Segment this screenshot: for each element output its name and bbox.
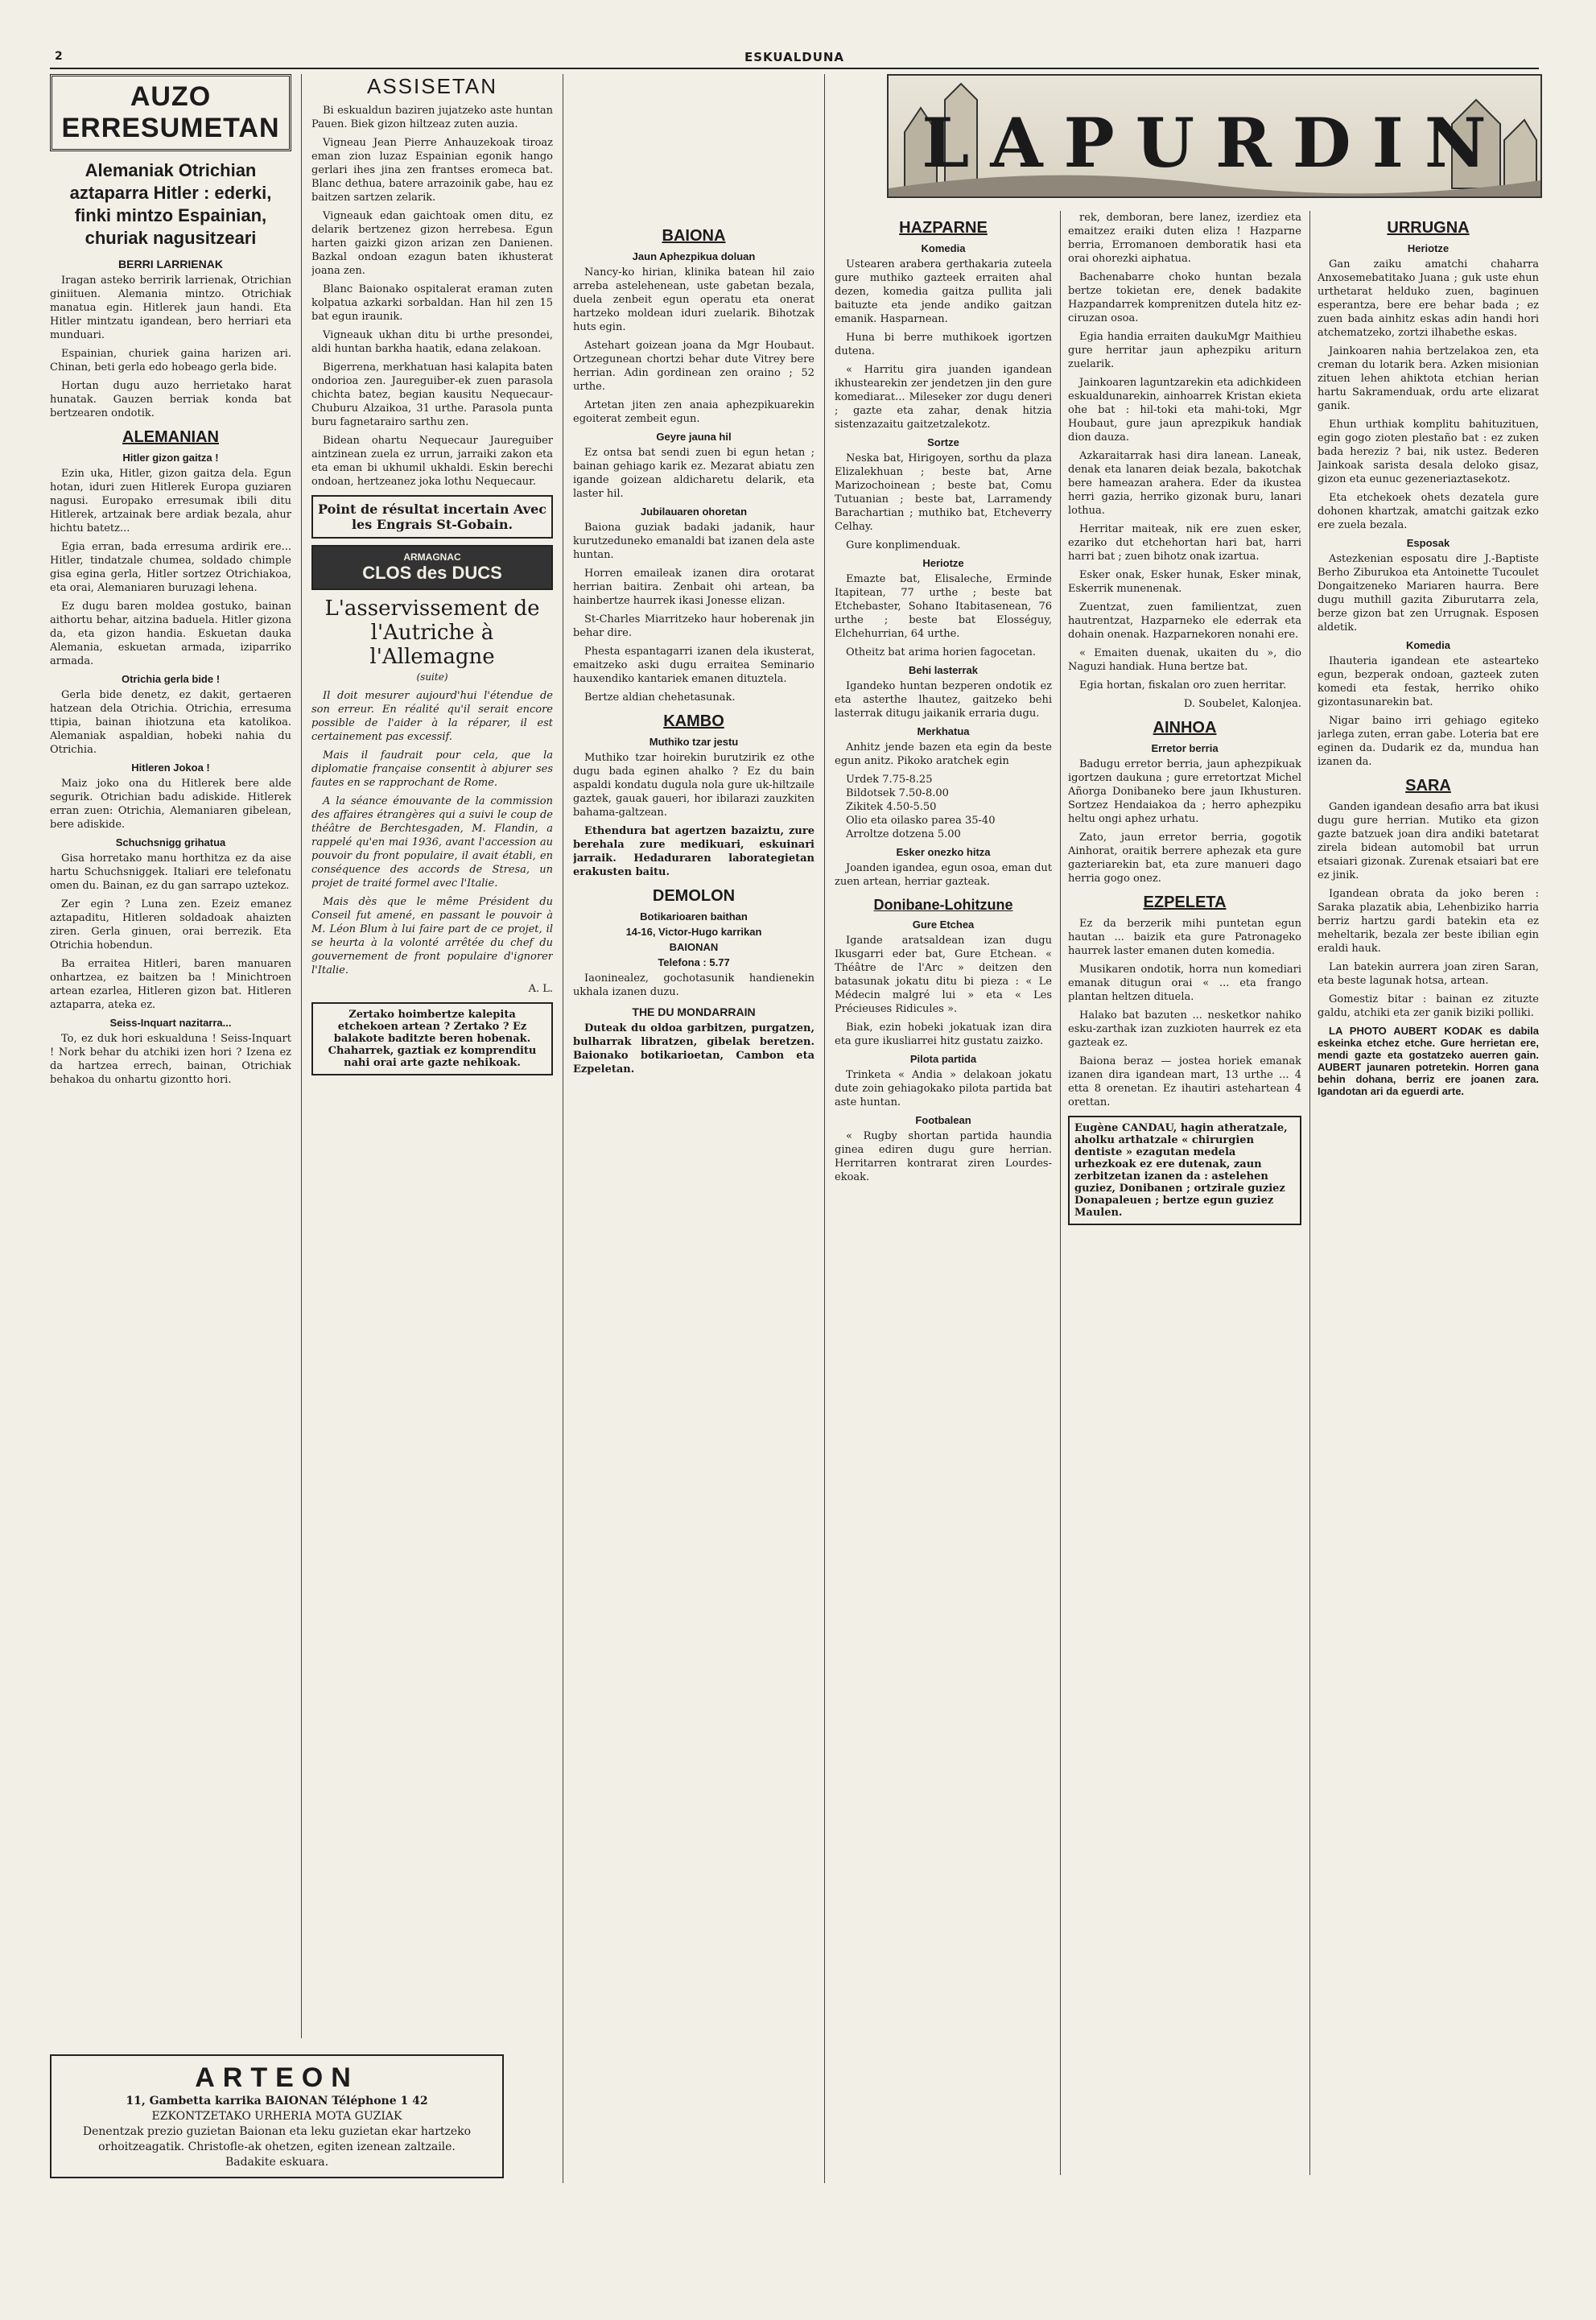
subhead: Gure Etchea (912, 919, 975, 931)
headline: Alemaniak Otrichian aztaparra Hitler : ederki, finki mintzo Espainian, churiak nagusitzeari (69, 160, 272, 248)
signature: D. Soubelet, Kalonjea. (1183, 698, 1301, 710)
paragraph: Ez ontsa bat sendi zuen bi egun hetan ; bainan gehiago karik ez. Mezarat abiatu zen igande goizean aldicharetu delarik, eta laster hil. (573, 447, 814, 500)
dentist-ad: Eugène CANDAU, hagin atheratzale, aholku arthatzale « chirurgien dentiste » ezagutan medela urhezkoak ez ere dutenak, zaun zerbitzetan izanen da : astelehen guziez, Donibanen ; ortzirale guziez Donapaleuen ; bertze egun guziez Maulen. (1068, 1116, 1301, 1225)
paragraph: Gure konplimenduak. (846, 539, 961, 551)
paragraph: Gerla bide denetz, ez dakit, gertaeren hatzean dela Otrichia. Otrichia, erresuma ttipia, bainan ihiotzuna eta katolikoa. Alemaniak aspaldian, hobeki nahia du Otrichia. (50, 689, 291, 756)
paragraph: Gomestiz bitar : bainan ez zituzte galdu, atchiki eta zer ganik biziki polliki. (1318, 993, 1539, 1019)
paragraph: Vigneauk edan gaichtoak omen ditu, ez delarik bertzenez gizon herrebesa. Egun harten gaizki gizon arizan zen Danienen. Bazkal ondoan ezagun baten ikhusterat joana zen. (311, 210, 553, 277)
paragraph: Igande aratsaldean izan dugu Ikusgarri eder bat, Gure Etchean. « Théâtre de l'Arc » deitzen den batasunak jokatu ditu bi pieza : « Le Médecin malgré lui » eta « Les Précieuses Ridicules ». (835, 935, 1052, 1015)
subhead: Pilota partida (909, 1053, 977, 1065)
paragraph: Ba erraitea Hitleri, baren manuaren onhartzea, ez baitzen ba ! Minichtroen artean ezarlea, Hitleren gizon bat. Hitleren aztaparra, ateka ez. (50, 958, 291, 1011)
ad-line: Denentzak prezio guzietan Baionan eta leku guzietan ekar hartzeko orhoitzeagatik. Christofle-ak ohetzen, egiten izenean zaltzaile. (82, 2125, 472, 2153)
paragraph: Horren emaileak izanen dira orotarat herrian baitira. Zenbait ohi artean, ba hainbertze haurrek ikasi Jonesse elizan. (573, 568, 814, 607)
paragraph: Ez dugu baren moldea gostuko, bainan aithortu behar, aitzina baduela. Hitler gizona da, eta gizon handia. Eskuetan dauka Alemania, eskuetan armada, iziparriko armada. (50, 601, 291, 667)
paragraph: Il doit mesurer aujourd'hui l'étendue de son erreur. En réalité qu'il serait encore possible de l'aider à la réparer, il est certainement pas excessif. (311, 690, 553, 743)
paragraph: To, ez duk hori eskualduna ! Seiss-Inquart ! Nork behar du atchiki izen hori ? Izena ez da hartzea errech, bainan, Otrichiak behakoa du onhartu gizontto hori. (50, 1033, 291, 1086)
paragraph: Anhitz jende bazen eta egin da beste egun anitz. Pikoko aratchek egin (835, 741, 1052, 767)
paragraph: Bidean ohartu Nequecaur Jaureguiber aintzinean zuela ez urrun, jarraiki zakon eta eta eman bi ukhumil ukhaldi. Eskin berechi ondoan, hertzeanez joka lothu Nequecaur. (311, 435, 553, 488)
subhead: Jubilauaren ohoretan (640, 506, 748, 518)
page-header (50, 50, 1539, 69)
lapurdin-banner (887, 74, 1542, 198)
subhead: Hitleren Jokoa ! (131, 762, 210, 774)
subhead: Merkhatua (917, 725, 970, 737)
paragraph: Iragan asteko berririk larrienak, Otrichian giniituen. Alemania mintzo. Otrichiak manatua egin. Hitlerek jaun handi. Eta Hitler mintzatu igandean, bero herriari eta munduari. (50, 275, 291, 341)
paragraph: Blanc Baionako ospitalerat eraman zuten kolpatua azkarki sorbaldan. Han hil zen 15 bat egun iraunik. (311, 283, 553, 323)
paragraph: A la séance émouvante de la commission des affaires étrangères qui a suivi le coup de théâtre de Berchtesgaden, M. Flandin, a rappelé qu'en mai 1936, avant l'accession au pouvoir du front populaire, il avait établi, en conséquence des accords de Stresa, un projet de traité formel avec l'Italie. (311, 795, 553, 890)
paragraph: Badugu erretor berria, jaun aphezpikuak igortzen daukuna ; gure erretortzat Michel Añorga Donibaneko bere jaun Ikhusturen. Sortzez Hendaiakoa da ; herro aphezpiku heltu ongi aphez urhatu. (1068, 758, 1301, 825)
newspaper-name: ESKUALDUNA (744, 50, 845, 64)
ad-line: 14-16, Victor-Hugo karrikan (625, 926, 762, 938)
column-rule (1060, 211, 1061, 2175)
paragraph: Egia hortan, fiskalan oro zuen herritar. (1079, 679, 1287, 691)
section-heading: HAZPARNE (899, 219, 988, 237)
ad-address: 11, Gambetta karrika BAIONAN Téléphone 1 42 (126, 2095, 428, 2107)
article-subtitle: (suite) (416, 671, 448, 683)
paragraph: Muthiko tzar hoirekin burutzirik ez othe dugu bada eginen ahalko ? Ez du bain aspaldi kondatu dugula nola gure uk-hiltzaile gaztek, gauak gaueri, hor ibilarazi zauzkiten bahama-galtzean. (573, 752, 814, 819)
column-rule (301, 74, 302, 2038)
section-title: AUZO ERRESUMETAN (50, 74, 291, 151)
ad-line: BAIONAN (669, 941, 719, 953)
subhead: Behi lasterrak (909, 664, 978, 676)
subhead: Hitler gizon gaitza ! (122, 452, 219, 464)
subhead: Sortze (927, 436, 959, 448)
paragraph: rek, demboran, bere lanez, izerdiez eta emaitzez eraiki duten eliza ! Hazparne berria, Erromanoen demboratik hasi eta orai ohorezki aiphatua. (1068, 212, 1301, 265)
paragraph: Zato, jaun erretor berria, gogotik Ainhorat, oraitik berrere aphezak eta gure gazteriarekin bat, eta zure manueri dago herria gogo onez. (1068, 832, 1301, 885)
subhead: Jaun Aphezpikua doluan (632, 250, 756, 262)
subhead: Footbalean (915, 1114, 971, 1126)
paragraph: Gisa horretako manu horthitza ez da aise hartu Schuchsniggek. Italiari ere telefonatu omen du. Bainan, ez du gan sarrapo uztekoz. (50, 852, 291, 892)
paragraph: Esker onak, Esker hunak, Esker minak, Eskerrik munenenak. (1068, 569, 1301, 595)
paragraph: Astezkenian esposatu dire J.-Baptiste Berho Ziburukoa eta Antoinette Tucoulet Dongaitzeneko Mariaren haurra. Bere dugu muthill gazita Ziburutarra zela, berze gizon bat zen Urrugnak. Esposen aldetik. (1318, 553, 1539, 634)
subhead: Schuchsnigg grihatua (115, 836, 226, 848)
ad-line: Telefona : 5.77 (658, 956, 730, 968)
paragraph: Egia handia erraiten daukuMgr Maithieu gure herritar jaun aphezpiku ariturn zuelarik. (1068, 331, 1301, 370)
paragraph: Otheitz bat arima horien fagocetan. (846, 646, 1037, 658)
paragraph: Gan zaiku amatchi chaharra Anxosemebatitako Juana ; guk uste ehun urthetarat helduko zuen, baginuen esperantza, bere ere behar bada ; ez zuen bada ainhitz eskas adin handi hori atchematzeko, zortzi ilhabethe eskas. (1318, 258, 1539, 339)
paragraph: Hortan dugu auzo herrietako harat hunatak. Gauzen berriak konda bat bertzearen ondotik. (50, 380, 291, 419)
banner-title: LAPURDIN (922, 103, 1507, 183)
paragraph: Ganden igandean desafio arra bat ikusi dugu gure herrian. Mutiko eta gizon gazte batzuek joan dira andiki batetarat zirela bidean automobil bat urrun etsaiari gizonak. Zurenak etsaiari bat ere ez jinik. (1318, 801, 1539, 881)
section-heading: ALEMANIAN (122, 428, 219, 446)
column-rule (1309, 211, 1310, 2175)
subhead: Heriotze (1407, 242, 1450, 254)
paragraph: Maiz joko ona du Hitlerek bere alde segurik. Otrichian badu adiskide. Hitlerek erran zuen: Otrichia, Alemaniaren gibelean, bere adiskide. (50, 778, 291, 831)
ad-brand: ARTEON (195, 2062, 359, 2093)
price-row: Olio eta oilasko parea 35-40 (846, 815, 996, 827)
subhead: Esposak (1406, 537, 1450, 549)
paragraph: Ethendura bat agertzen bazaiztu, zure berehala zure medikuari, eskuinari jarraik. Hedaduraren laborategietan erakusten baitu. (573, 825, 814, 878)
paragraph: Espainian, churiek gaina harizen ari. Chinan, beti gerla edo hobeago gerla bide. (50, 348, 291, 374)
paragraph: Musikaren ondotik, horra nun komediari emanak ditugun orai « ... eta frango plantan heltzen dituela. (1068, 964, 1301, 1003)
section-title: ASSISETAN (366, 74, 497, 98)
subhead: Komedia (1406, 639, 1450, 651)
subhead: Komedia (921, 242, 966, 254)
paragraph: Baiona beraz — jostea horiek emanak izanen dira igandean mart, 13 urthe ... 4 etta 8 orenetan. Ez ihautiri astehartean 4 orettan. (1068, 1055, 1301, 1108)
section-heading: URRUGNA (1387, 219, 1470, 237)
paragraph: Vigneau Jean Pierre Anhauzekoak tiroaz eman zion luzaz Espainian egonik hango gerlari ihes jina zen frantses eromeca bat. Blanc dethua, batere arrazoinik gabe, hau ez baitzen sartzen zelarik. (311, 137, 553, 204)
paragraph: Egia erran, bada erresuma ardirik ere... Hitler, tindatzale chumea, soldado chimple gisa egina gerla, Hitler sortzez Otrichiakoa, eta orai, Alemaniaren buruzagi lehena. (50, 541, 291, 594)
paragraph: Ehun urthiak komplitu bahituzituen, egin gogo zioten plestaño bat : ez zuken bada hereziz ? bai, nik ustez. Bederen Jainkoak sarista desala deloko gisaz, gizon eta eunuc gezeneriaztasekotz. (1318, 419, 1539, 485)
section-heading: BAIONA (662, 227, 726, 245)
paragraph: « Emaiten duenak, ukaiten du », dio Naguzi handiak. Huna bertze bat. (1068, 647, 1301, 673)
price-row: Arroltze dotzena 5.00 (846, 828, 961, 840)
column-hazparne (835, 211, 1052, 2320)
paragraph: Bachenabarre choko huntan bezala bertze tokietan ere, denek badakite Hazpandarrek komprenitzen dutela hitz ez- ciruzan osoa. (1068, 271, 1301, 324)
paragraph: Nigar baino irri gehiago egiteko jarlega zuten, erran gabe. Loteria bat ere eginen da. Dudarik ez da, mundua han izanen da. (1318, 715, 1539, 768)
price-row: Bildotsek 7.50-8.00 (846, 787, 949, 799)
subhead: BERRI LARRIENAK (118, 258, 223, 270)
column-assisetan (311, 74, 553, 2183)
column-baiona (573, 74, 814, 2183)
paragraph: Neska bat, Hirigoyen, sorthu da plaza Elizalekhuan ; beste bat, Arne Marizochoinean ; beste bat, Comu Tutuanian ; beste bat, Larramendy Barachartian ; muthiko bat, Etcheverry Celhay. (835, 452, 1052, 533)
paragraph: Eta etchekoek ohets dezatela gure dohonen khartzak, amatchi gaitzak ezko ere zuela bezala. (1318, 492, 1539, 531)
price-row: Zikitek 4.50-5.50 (846, 801, 937, 813)
section-heading: Donibane-Lohitzune (873, 897, 1013, 913)
paragraph: Bertze aldian chehetasunak. (584, 691, 736, 704)
ad-brand: CLOS des DUCS (362, 563, 502, 583)
column-auzo-erresumetan (50, 74, 291, 2038)
subhead: Esker onezko hitza (896, 846, 991, 858)
paragraph: Ezin uka, Hitler, gizon gaitza dela. Egun hotan, iduri zuen Hitlerek Europa guziaren nagusi. Europako erresumak ibili ditu Hitlerek, artzainak bere ardiak bezala, ahur hichtu batetz... (50, 468, 291, 535)
paragraph: Emazte bat, Elisaleche, Erminde Itapitean, 77 urthe ; beste bat Etchebaster, Sohano Itabitasenean, 76 urthe ; beste bat Elosséguy, Elchehurrian, 64 urthe. (835, 573, 1052, 640)
paragraph: Halako bat bazuten ... nesketkor nahiko esku-zarthak izan zuzkioten haurrek ez eta gazteak ez. (1068, 1009, 1301, 1049)
paragraph: Nancy-ko hirian, klinika batean hil zaio arreba astelehenean, uste gabetan bezala, duela zenbeit egun operatu eta onerat hartzeko moldean iduri zuelarik. Bihotzak huts egin. (573, 266, 814, 333)
column-urrugna (1318, 211, 1539, 2175)
paragraph: Duteak du oldoa garbitzen, purgatzen, bulharrak libratzen, gibelak beretzen. Baionako botikarioetan, Cambon eta Ezpeletan. (573, 1022, 814, 1075)
paragraph: Phesta espantagarri izanen dela ikusterat, emaitzeko aski dugu erraitea Seminario hauxendiko kantariek emanen dituztela. (573, 646, 814, 685)
paragraph: Biak, ezin hobeki jokatuak izan dira eta gure ikusliarrei hitz gustatu zaizko. (835, 1022, 1052, 1047)
paragraph: St-Charles Miarritzeko haur hoberenak jin behar dire. (573, 613, 814, 639)
paragraph: Lan batekin aurrera joan ziren Saran, eta beste lagunak hotsa, artean. (1318, 961, 1539, 987)
ad-line: ARMAGNAC (403, 551, 461, 563)
newspaper-page (50, 50, 1539, 2215)
engrais-ad: Point de résultat incertain Avec les Engrais St-Gobain. (311, 495, 553, 539)
subhead: THE DU MONDARRAIN (632, 1005, 756, 1018)
paragraph: Bi eskualdun baziren jujatzeko aste huntan Pauen. Biek gizon hiltzeaz zuten auzia. (311, 105, 553, 130)
paragraph: Herritar maiteak, nik ere zuen esker, ezariko dut etchehortan hari bat, harri harri bat ; zuen bihotz onak izartua. (1068, 523, 1301, 563)
paragraph: Ez da berzerik mihi puntetan egun hautan ... baizik eta gure Patronageko haurrek laster emanen duten komedia. (1068, 918, 1301, 957)
french-article (311, 689, 553, 977)
paragraph: « Rugby shortan partida haundia ginea ediren dugu gure herrian. Herritarren kontrarat ziren Lourdes-ekoak. (835, 1130, 1052, 1183)
paragraph: Trinketa « Andia » delakoan jokatu dute zoin gehiagokako pilota partida bat aste huntan. (835, 1069, 1052, 1108)
paragraph: Jainkoaren nahia bertzelakoa zen, eta creman du lotarik bera. Azken misionian zituen lehen ahiktota etchian herian hartu Sakramenduak, ordu arte elizarat ganik. (1318, 345, 1539, 412)
paragraph: Joanden igandea, egun osoa, eman dut zuen artean, herriar gazteak. (835, 862, 1052, 888)
subhead: Seiss-Inquart nazitarra... (109, 1017, 232, 1029)
ad-line: Botikarioaren baithan (640, 910, 748, 923)
armagnac-ad (311, 545, 553, 590)
subhead: Otrichia gerla bide ! (121, 673, 221, 685)
paragraph: Igandeko huntan bezperen ondotik ez eta asterthe lhautez, gaitzeko behi lasterrak ditugu jaikanik erraria dugu. (835, 680, 1052, 720)
paragraph: « Harritu gira juanden igandean ikhustearekin zer jendetzen jin den gure komediarat... Mileseker zor dugu deneri ; gazte eta zahar, denak hitzia sistenzazaitu gaitzetzalekotz. (835, 364, 1052, 431)
section-heading: KAMBO (663, 712, 724, 730)
paragraph: Igandean obrata da joko beren : Saraka plazatik abia, Lehenbiziko harria berriz hartzu gardi batekin eta ez meheltarik, bezala zer beste ibilian egin eraldi hauk. (1318, 888, 1539, 955)
paragraph: Astehart goizean joana da Mgr Houbaut. Ortzegunean chortzi behar dute Vitrey bere herrian. Adin gordinean zen oraino ; 52 urthe. (573, 340, 814, 393)
subhead: Muthiko tzar jestu (649, 736, 739, 748)
section-heading: SARA (1405, 777, 1451, 795)
section-heading: DEMOLON (652, 887, 736, 905)
column-ainhoa (1068, 211, 1301, 2175)
ad-line: EZKONTZETAKO URHERIA MOTA GUZIAK (151, 2110, 402, 2123)
ad-line: Badakite eskuara. (225, 2156, 329, 2169)
subhead: Geyre jauna hil (656, 431, 732, 443)
paragraph: Mais dès que le même Président du Conseil fut amené, en passant le pouvoir à M. Léon Blum à lui faire part de ce projet, il se heurta à la volonté arrêtée du chef du gouvernement de front populaire d'ignorer l'Italie. (311, 896, 553, 976)
paragraph: Baiona guziak badaki jadanik, haur kurutzeduneko emanaldi bat izanen dela aste huntan. (573, 522, 814, 561)
article-title: L'asservissement de l'Autriche à l'Allemagne (324, 597, 540, 669)
subhead: Erretor berria (1151, 742, 1219, 754)
paragraph: Mais il faudrait pour cela, que la diplomatie française consentit à abjurer ses fautes en se rapprochant de Rome. (311, 749, 553, 789)
paragraph: Ihauteria igandean ete astearteko egun, bezperak ondoan, gazteek zuten komedi eta festak, herriko ohiko gizontasunarekin bat. (1318, 655, 1539, 708)
photo-ad: LA PHOTO AUBERT KODAK es dabila eskeinka etchez etche. Gure herrietan ere, mendi gazte eta gostatzeko auerren gain. AUBERT jaunaren potretekin. Horren gana behin dohana, berriz ere joanen zara. Igandotan ari da eguerdi arte. (1318, 1025, 1539, 1097)
signature: A. L. (528, 983, 553, 995)
paragraph: Iaoninealez, gochotasunik handienekin ukhala izanen duzu. (573, 972, 814, 998)
paragraph: Zuentzat, zuen familientzat, zuen hautrentzat, Hazparneko ele ederrak eta dohain onenak. Hazparnekoren nonahi ere. (1068, 601, 1301, 641)
paragraph: Huna bi berre muthikoek igortzen dutena. (835, 332, 1052, 357)
section-heading: EZPELETA (1143, 894, 1227, 911)
subhead: Heriotze (922, 557, 964, 569)
arteon-ad (50, 2054, 504, 2178)
column-rule (824, 74, 825, 2183)
section-heading: AINHOA (1153, 719, 1217, 737)
page-number: 2 (55, 50, 63, 63)
paragraph: Vigneauk ukhan ditu bi urthe presondei, aldi huntan barkha haatik, edana zelakoan. (311, 329, 553, 355)
paragraph: Artetan jiten zen anaia aphezpikuarekin egoiterat zembeit egun. (573, 399, 814, 425)
small-ad: Zertako hoimbertze kalepita etchekoen artean ? Zertako ? Ez balakote baditzte beren hobenak. Chaharrek, gaztiak ez komprenditu nahi orai arte gazte nehikoak. (311, 1002, 553, 1075)
paragraph: Azkaraitarrak hasi dira lanean. Laneak, denak eta lanaren deiak bezala, bakotchak bere hameazan arahera. Eder da ikustea herri gazia, herriko gizonak buru, lanari lothua. (1068, 450, 1301, 517)
paragraph: Zer egin ? Luna zen. Ezeiz emanez aztapaditu, Hitleren soldadoak ahaizten ziren. Gerla ginuen, orai berrezik. Eta Otrichia hobendun. (50, 898, 291, 952)
price-list (846, 773, 1052, 841)
paragraph: Jainkoaren laguntzarekin eta adichkideen eskualdunarekin, ainhoarrek Kristan ekieta ohe bat : hil-toki eta mahi-toki, Mgr Houbaut, gure jaun aprezpikuk handiak dion dauza. (1068, 377, 1301, 444)
price-row: Urdek 7.75-8.25 (846, 774, 933, 786)
paragraph: Ustearen arabera gerthakaria zuteela gure muthiko gazteek erraiten ahal dezen, komedia gaitza pullita jali baituzte eta jende andiko gaitzan emanik. Hasparnean. (835, 258, 1052, 325)
paragraph: Bigerrena, merkhatuan hasi kalapita baten ondorioa zen. Jaureguiber-ek zuen parasola chichta batez, begian kausitu Nequecaur-Chuburu Alzaikoa, 31 urthe. Parasola punta buru fagnetarairo sarthu zen. (311, 361, 553, 428)
